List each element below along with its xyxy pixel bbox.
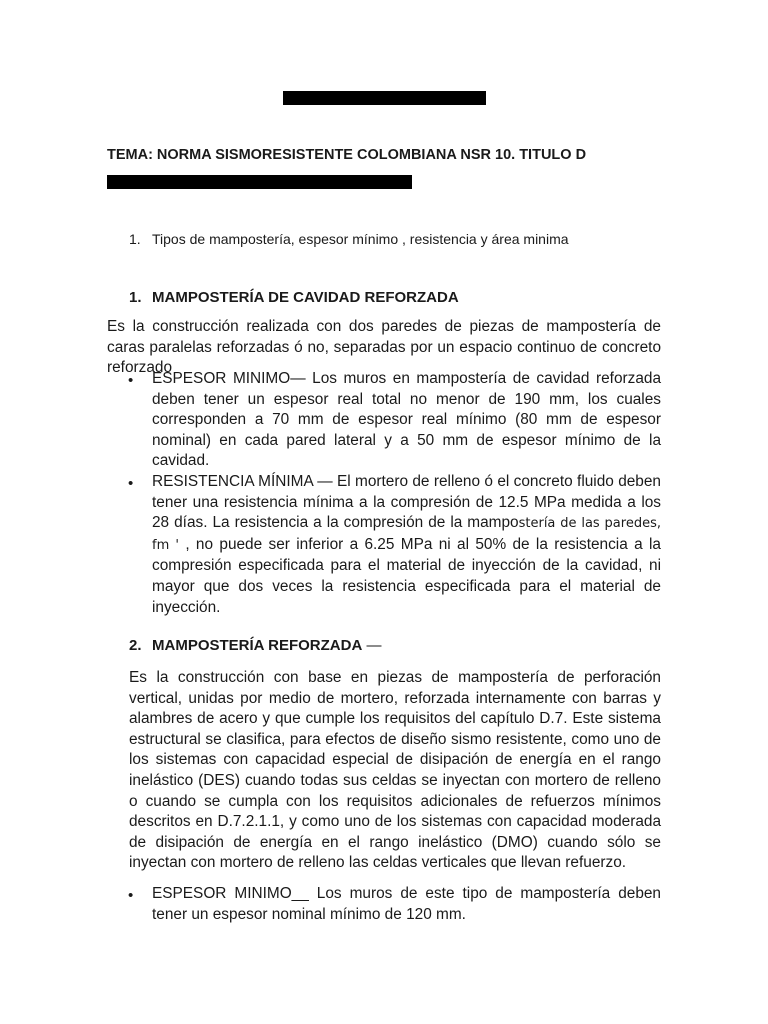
section-1-title: MAMPOSTERÍA DE CAVIDAD REFORZADA [152,289,459,306]
section-2-title-dash: — [362,637,382,654]
section-2-espesor-minimo: ESPESOR MINIMO__ Los muros de este tipo de mampostería deben tener un espesor nominal mínimo de 120 mm. [152,885,661,923]
redaction-bar-top [283,91,486,105]
redaction-bar-author [107,175,412,189]
resistencia-text-alt-font: stería de las paredes, fm ' [152,516,661,553]
section-2-number: 2. [129,637,142,654]
topic-text: Tipos de mampostería, espesor mínimo , resistencia y área minima [152,231,569,247]
section-2-body: Es la construcción con base en piezas de mampostería de perforación vertical, unidas por medio de mortero, reforzada internamente con barras y alambres de acero y que cumple los requisitos del capítulo D.7. Este sistema estructural se clasifica, para efectos de diseño sismo resistente, como uno de los sistemas con capacidad especial de disipación de energía en el rango inelástico (DES) cuando todas sus celdas se inyectan con mortero de relleno o cuando se cumpla con los requisitos adicionales de refuerzos mínimos descritos en D.7.2.1.1, y como uno de los sistemas con capacidad moderada de disipación de energía en el rango inelástico (DMO) cuando sólo se inyectan con mortero de relleno las celdas verticales que llevan refuerzo. [129,669,661,872]
document-theme: TEMA: NORMA SISMORESISTENTE COLOMBIANA NSR 10. TITULO D [107,147,587,163]
section-1-number: 1. [129,289,142,306]
section-2-title: MAMPOSTERÍA REFORZADA [152,637,363,654]
topic-number: 1. [129,231,141,247]
bullet-dot: • [128,372,134,389]
resistencia-text-part-2: , no puede ser inferior a 6.25 MPa ni al 50% de la resistencia a la compresión especificada para el material de inyección de la cavidad, ni mayor que dos veces la resistencia especificada para el material de inyección. [152,535,661,616]
bullet-dot: • [128,475,134,492]
resistencia-text-part-1: RESISTENCIA MÍNIMA — El mortero de relleno ó el concreto fluido deben tener una resistencia mínima a la compresión de 12.5 MPa medida a los 28 días. La resistencia a la compresión de la mampo [152,473,661,532]
section-1-intro: Es la construcción realizada con dos paredes de piezas de mampostería de caras paralelas reforzadas ó no, separadas por un espacio continuo de concreto reforzado [107,318,661,377]
section-1-espesor-minimo: ESPESOR MINIMO— Los muros en mampostería de cavidad reforzada deben tener un espesor real total no menor de 190 mm, los cuales corresponden a 70 mm de espesor real mínimo (80 mm de espesor nominal) en cada pared lateral y a 50 mm de espesor mínimo de la cavidad. [152,370,661,470]
bullet-dot: • [128,887,134,904]
section-1-resistencia-minima [152,472,661,618]
section-2-title-wrap [152,637,381,654]
